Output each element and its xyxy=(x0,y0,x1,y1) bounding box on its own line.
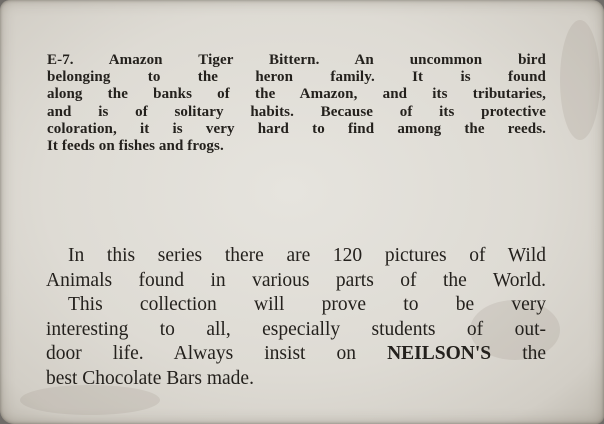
brand-name: NEILSON'S xyxy=(387,343,492,365)
description-line: It feeds on fishes and frogs. xyxy=(47,138,224,155)
promo-line: Animals found in various parts of the World. xyxy=(46,269,546,291)
description-line: coloration, it is very hard to find among the reeds. xyxy=(47,120,546,137)
promo-line: best Chocolate Bars made. xyxy=(46,367,254,389)
promo-line: interesting to all, especially students of out- xyxy=(46,318,546,340)
description-line: and is of solitary habits. Because of its protective xyxy=(47,103,546,120)
promo-line: In this series there are 120 pictures of Wild xyxy=(68,245,546,266)
description-line: belonging to the heron family. It is found xyxy=(47,69,546,86)
promo-line: This collection will prove to be very xyxy=(68,294,546,316)
promo-text: door life. Always insist on xyxy=(46,343,357,365)
animal-description xyxy=(47,52,546,155)
paper-stain xyxy=(560,20,600,140)
promo-text: the xyxy=(522,343,546,365)
description-line: along the banks of the Amazon, and its tributaries, xyxy=(47,86,546,103)
description-line: E-7. Amazon Tiger Bittern. An uncommon bird xyxy=(47,52,546,68)
series-promo-text xyxy=(46,244,546,392)
promo-line-brand xyxy=(46,342,546,367)
